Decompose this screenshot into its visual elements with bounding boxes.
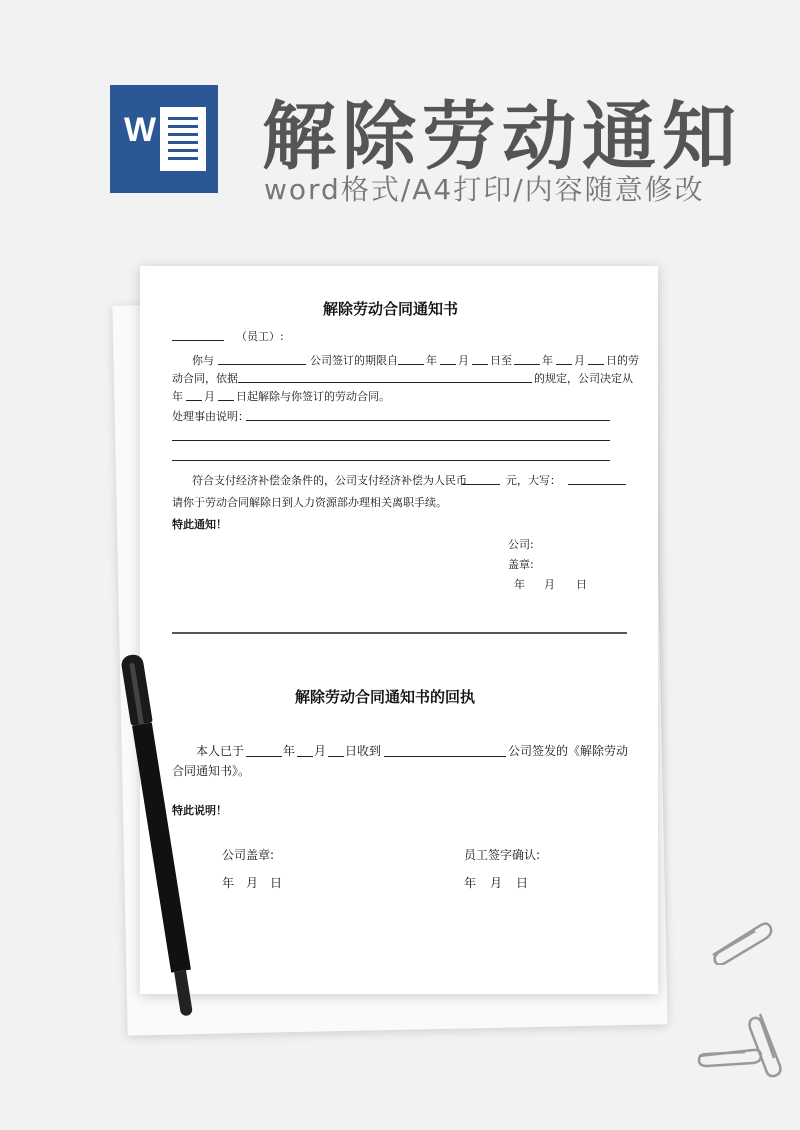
seal-label: 盖章: bbox=[508, 558, 534, 571]
p1-a: 你与 bbox=[192, 354, 214, 367]
reason-line-1 bbox=[246, 420, 610, 421]
receipt-company-year: 年 bbox=[222, 876, 235, 890]
reason-line-2 bbox=[172, 440, 610, 441]
blank-r-company bbox=[384, 756, 506, 757]
blank-month2 bbox=[556, 364, 572, 365]
p1-month2: 月 bbox=[574, 354, 585, 367]
blank-r-month bbox=[297, 756, 313, 757]
document-page bbox=[140, 266, 658, 994]
blank-r-year bbox=[246, 756, 282, 757]
blank-amount bbox=[462, 484, 500, 485]
p1-day-to: 日至 bbox=[490, 354, 512, 367]
receipt-employee-sign: 员工签字确认: bbox=[464, 848, 541, 862]
blank-basis bbox=[238, 382, 532, 383]
receipt-employee-month: 月 bbox=[490, 876, 503, 890]
receipt-year: 年 bbox=[283, 744, 296, 758]
p3-month: 月 bbox=[204, 390, 215, 403]
receipt-c: 合同通知书》。 bbox=[172, 764, 251, 778]
blank-amount-words bbox=[568, 484, 626, 485]
p1-year1: 年 bbox=[426, 354, 437, 367]
receipt-employee-day: 日 bbox=[516, 876, 529, 890]
receipt-day: 日收到 bbox=[345, 744, 382, 758]
word-logo-icon bbox=[110, 85, 218, 193]
notice-date-day: 日 bbox=[576, 578, 587, 591]
blank-day3 bbox=[218, 400, 234, 401]
blank-month3 bbox=[186, 400, 202, 401]
notice-title: 解除劳动合同通知书 bbox=[323, 300, 459, 318]
blank-employee bbox=[172, 340, 224, 341]
p1-b: 公司签订的期限自 bbox=[310, 354, 398, 367]
receipt-company-day: 日 bbox=[270, 876, 283, 890]
p2-b: 的规定，公司决定从 bbox=[534, 372, 633, 385]
blank-day1 bbox=[472, 364, 488, 365]
word-page-icon bbox=[160, 107, 206, 171]
blank-day2 bbox=[588, 364, 604, 365]
p3-year: 年 bbox=[172, 390, 183, 403]
p2-a: 动合同，依据 bbox=[172, 372, 238, 385]
compensation-unit: 元，大写： bbox=[506, 474, 561, 487]
receipt-a: 本人已于 bbox=[196, 744, 245, 758]
receipt-title: 解除劳动合同通知书的回执 bbox=[295, 688, 476, 706]
notice-date-year: 年 bbox=[514, 578, 525, 591]
blank-month1 bbox=[440, 364, 456, 365]
compensation-text: 符合支付经济补偿金条件的，公司支付经济补偿为人民币 bbox=[192, 474, 467, 487]
receipt-special: 特此说明！ bbox=[172, 804, 227, 817]
reason-line-3 bbox=[172, 460, 610, 461]
employee-label: （员工）: bbox=[236, 330, 284, 343]
company-label: 公司: bbox=[508, 538, 534, 551]
header-subtitle: word格式/A4打印/内容随意修改 bbox=[264, 173, 705, 206]
header-title: 解除劳动通知 bbox=[262, 94, 742, 180]
blank-company bbox=[218, 364, 306, 365]
p1-month1: 月 bbox=[458, 354, 469, 367]
paperclip-icon bbox=[695, 1040, 765, 1070]
notice-date-month: 月 bbox=[544, 578, 555, 591]
word-logo-letter: W bbox=[124, 111, 157, 149]
receipt-b: 公司签发的《解除劳动 bbox=[508, 744, 629, 758]
receipt-company-seal: 公司盖章: bbox=[222, 848, 275, 862]
p1-day-contract: 日的劳 bbox=[606, 354, 639, 367]
paperclip-icon bbox=[705, 915, 775, 965]
receipt-company-month: 月 bbox=[246, 876, 259, 890]
notice-special: 特此通知！ bbox=[172, 518, 227, 531]
section-divider bbox=[172, 632, 627, 634]
receipt-employee-year: 年 bbox=[464, 876, 477, 890]
blank-r-day bbox=[328, 756, 344, 757]
blank-year2 bbox=[514, 364, 540, 365]
handover-text: 请你于劳动合同解除日到人力资源部办理相关离职手续。 bbox=[172, 496, 447, 509]
blank-year1 bbox=[398, 364, 424, 365]
receipt-month: 月 bbox=[314, 744, 327, 758]
reason-label: 处理事由说明： bbox=[172, 410, 249, 423]
p1-year2: 年 bbox=[542, 354, 553, 367]
p3-rest: 日起解除与你签订的劳动合同。 bbox=[236, 390, 390, 403]
